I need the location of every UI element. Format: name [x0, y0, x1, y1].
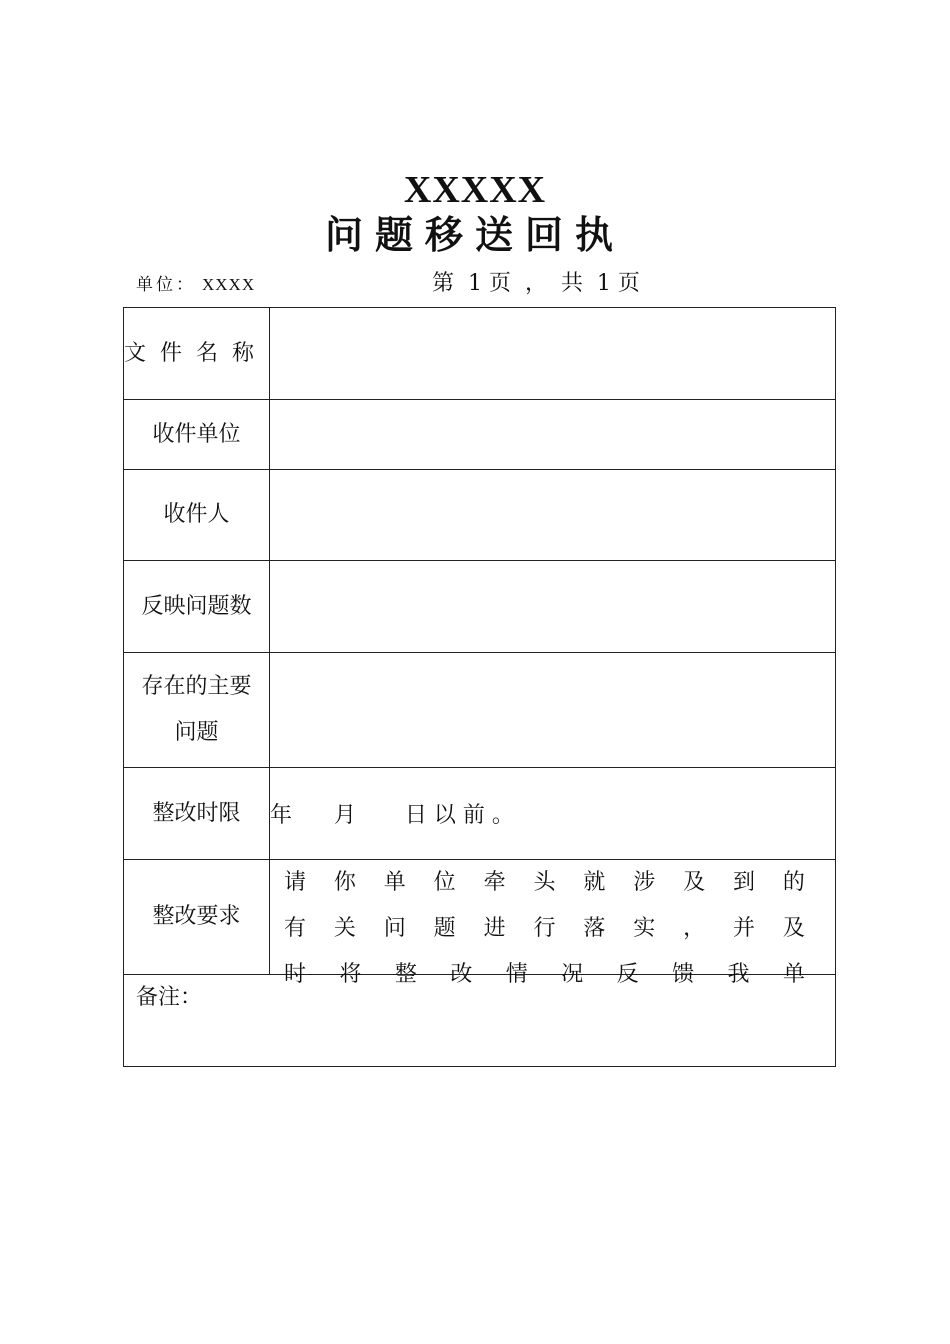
unit-value: XXXX [202, 275, 256, 294]
requirement-char: 单 [782, 962, 805, 987]
row-label-requirements: 整改要求 [124, 860, 270, 975]
requirement-char: 实 [633, 916, 656, 941]
table-row [124, 400, 836, 470]
table-row [124, 470, 836, 561]
requirement-char: ， [683, 916, 706, 941]
document-title: 问题移送回执 [324, 212, 625, 257]
page-info: 第 1 页 ， 共 1 页 [432, 271, 640, 296]
main-issues-value [270, 653, 836, 768]
requirement-char: 关 [333, 916, 356, 941]
requirement-char: 行 [533, 916, 556, 941]
requirement-char: 涉 [633, 870, 656, 895]
requirement-char: 题 [433, 916, 456, 941]
table-row [124, 308, 836, 400]
requirement-char: 馈 [672, 962, 695, 987]
requirement-char: 改 [450, 962, 473, 987]
requirement-char: 到 [733, 870, 756, 895]
receipt-form-table [123, 307, 836, 1067]
requirement-char: 时 [284, 962, 307, 987]
requirement-char: 有 [284, 916, 307, 941]
requirement-char: 就 [583, 870, 606, 895]
recipient-value [270, 470, 836, 561]
row-label-recipient: 收件人 [124, 470, 270, 561]
requirements-value [270, 860, 836, 987]
document-title-code: XXXXX [403, 169, 547, 211]
remark-cell: 备注： [124, 975, 836, 1067]
requirement-char: 进 [483, 916, 506, 941]
requirement-char: 头 [533, 870, 556, 895]
requirement-line [284, 906, 805, 952]
issue-count-value [270, 561, 836, 653]
row-label-main-issues: 存在的主要问题 [124, 653, 270, 768]
receiving-unit-value [270, 400, 836, 470]
requirement-char: 落 [583, 916, 606, 941]
requirement-char: 况 [561, 962, 584, 987]
requirement-char: 请 [284, 870, 307, 895]
requirement-char: 及 [782, 916, 805, 941]
requirement-char: 你 [333, 870, 356, 895]
requirement-char: 反 [616, 962, 639, 987]
requirement-char: 将 [339, 962, 362, 987]
requirement-char: 及 [683, 870, 706, 895]
requirement-char: 整 [394, 962, 417, 987]
requirement-char: 位 [433, 870, 456, 895]
table-row [124, 768, 836, 860]
requirement-char: 牵 [483, 870, 506, 895]
requirement-char: 问 [383, 916, 406, 941]
requirement-line [284, 860, 805, 906]
requirement-char: 我 [727, 962, 750, 987]
requirement-char: 并 [733, 916, 756, 941]
row-label-file-name: 文件名称 [124, 308, 270, 400]
table-row [124, 561, 836, 653]
unit-label: 单位： [136, 275, 196, 295]
requirement-char: 情 [505, 962, 528, 987]
table-row [124, 860, 836, 975]
unit-line [136, 274, 255, 296]
requirements-text [270, 860, 835, 987]
file-name-value [270, 308, 836, 400]
requirement-char: 的 [782, 870, 805, 895]
row-label-deadline: 整改时限 [124, 768, 270, 860]
row-label-issue-count: 反映问题数 [124, 561, 270, 653]
requirement-char: 单 [383, 870, 406, 895]
table-row [124, 653, 836, 768]
deadline-value: 年 月 日 以 前 。 [270, 768, 836, 860]
row-label-receiving-unit: 收件单位 [124, 400, 270, 470]
